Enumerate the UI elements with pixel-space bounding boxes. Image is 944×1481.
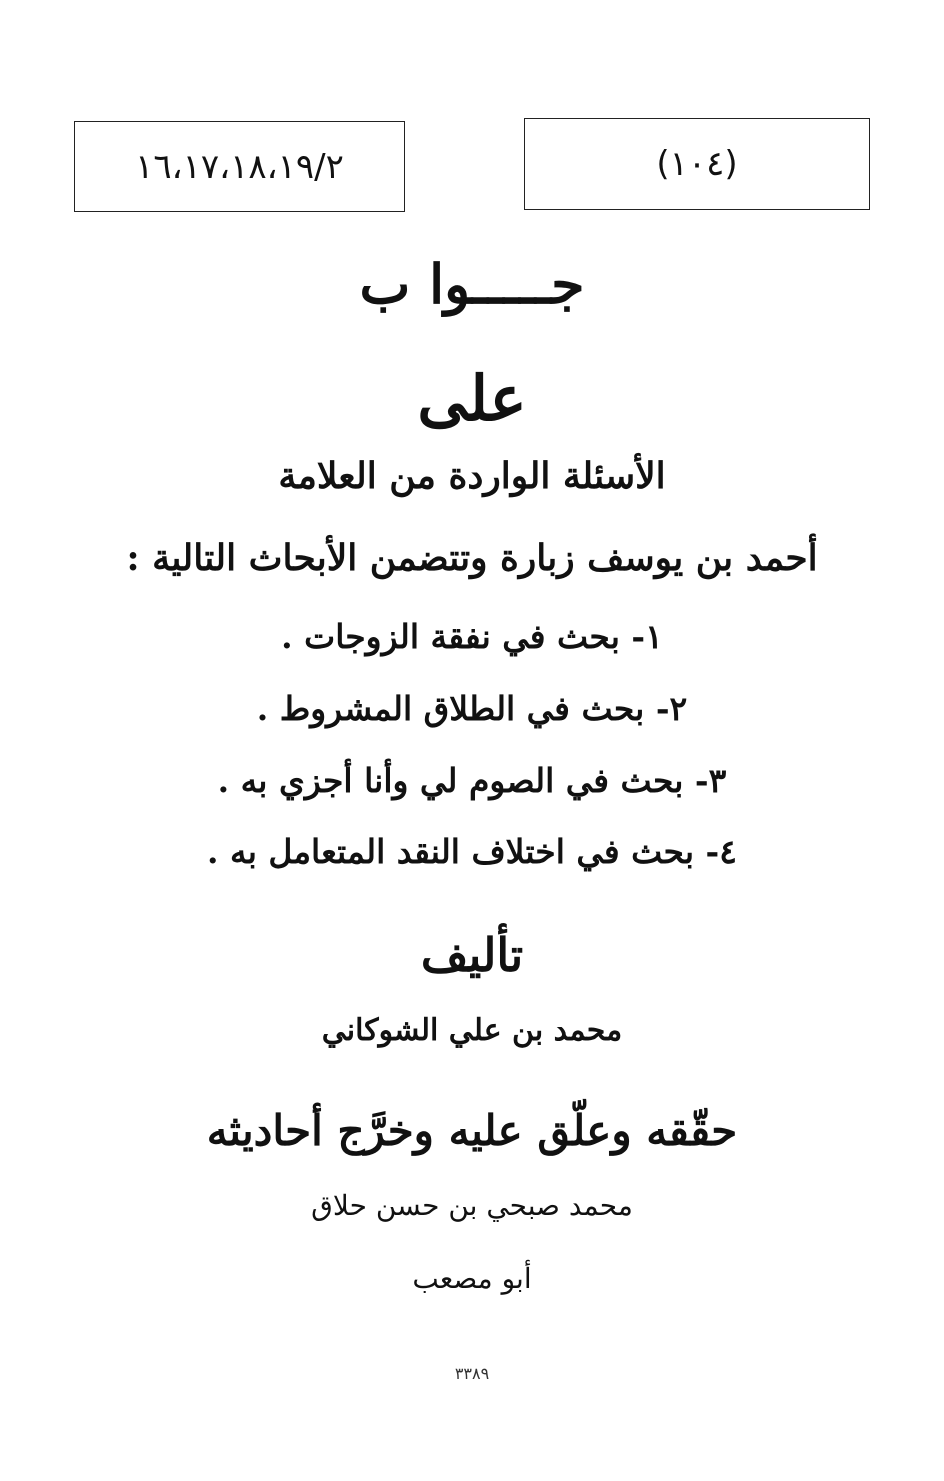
topic-item: ٣- بحث في الصوم لي وأنا أجزي به . xyxy=(217,761,727,800)
subtitle-questions: الأسئلة الواردة من العلامة xyxy=(278,455,666,497)
treatise-number: (١٠٤) xyxy=(656,144,738,184)
topic-item: ٤- بحث في اختلاف النقد المتعامل به . xyxy=(207,832,737,871)
volume-reference-box xyxy=(74,121,405,212)
subtitle-scholar: أحمد بن يوسف زبارة وتتضمن الأبحاث التالية : xyxy=(126,537,818,579)
editing-label: حقّقه وعلّق عليه وخرَّج أحاديثه xyxy=(206,1106,738,1155)
authorship-label: تأليف xyxy=(420,928,524,982)
topic-item: ١- بحث في نفقة الزوجات . xyxy=(281,617,663,656)
main-title: جـــــوا ب xyxy=(359,252,585,316)
editor-kunya: أبو مصعب xyxy=(412,1262,532,1295)
page-number: ٣٣٨٩ xyxy=(454,1364,490,1383)
title-preposition: على xyxy=(417,362,527,435)
editor-name: محمد صبحي بن حسن حلاق xyxy=(311,1189,633,1222)
treatise-number-box xyxy=(524,118,870,210)
author-name: محمد بن علي الشوكاني xyxy=(321,1013,623,1048)
topic-item: ٢- بحث في الطلاق المشروط . xyxy=(256,689,688,728)
volume-reference: ١٦،١٧،١٨،١٩/٢ xyxy=(135,146,344,187)
